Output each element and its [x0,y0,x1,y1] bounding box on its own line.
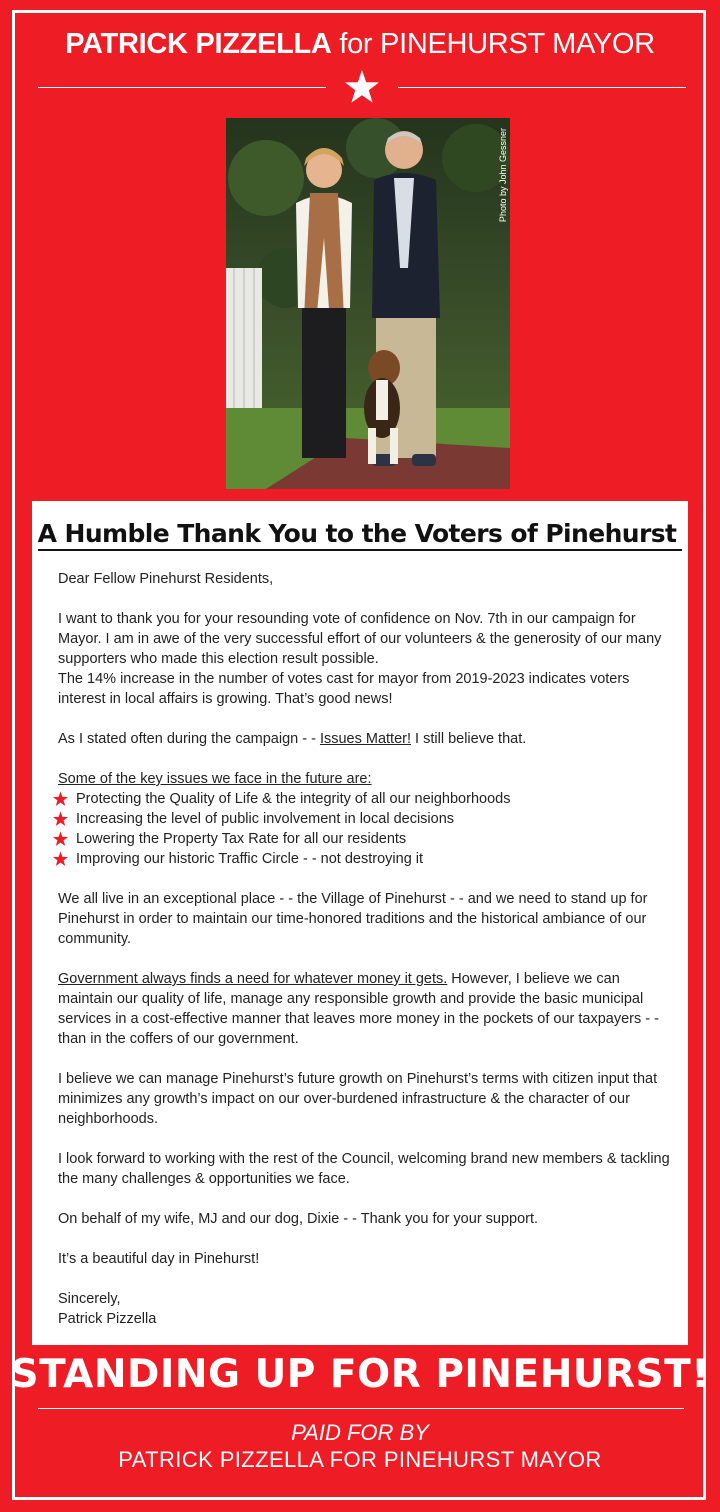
list-item [58,789,670,809]
key-issues-heading: Some of the key issues we face in the future are: [58,771,372,787]
list-item [58,809,670,829]
thank-you-letter [32,501,688,1345]
issues-lead: As I stated often during the campaign - - [58,731,320,747]
campaign-title [0,28,720,61]
greeting: Dear Fellow Pinehurst Residents, [58,571,274,587]
paid-for-committee: PATRICK PIZZELLA FOR PINEHURST MAYOR [118,1447,602,1472]
paragraph-village: We all live in an exceptional place - - the Village of Pinehurst - - and we need to stand up for Pinehurst in order to maintain our time-honored traditions and the historical ambiance of our community. [58,891,648,947]
letter-body [58,569,670,1349]
government-rest: However, I believe we can maintain our quality of life, manage any responsible growth and provide the basic municipal services in a cost-effective manner that leaves more money in the pockets of our taxpayers - - than in the coffers of our government. [58,971,659,1047]
signature: Patrick Pizzella [58,1311,157,1327]
footer-divider [38,1408,684,1409]
paragraph-thanks-support: On behalf of my wife, MJ and our dog, Dixie - - Thank you for your support. [58,1211,539,1227]
paragraph-thanks-vote-a: I want to thank you for your resounding vote of confidence on Nov. 7th in our campaign for Mayor. I am in awe of the very successful effort of our volunteers & the generosity of our many supporters who made this election result possible. [58,611,662,667]
star-icon [344,69,380,105]
campaign-slogan: STANDING UP FOR PINEHURST! [10,1352,710,1397]
headline-text: A Humble Thank You to the Voters of Pinehurst [38,519,683,551]
divider-rule-left [38,87,326,88]
star-bullet-icon [52,791,69,807]
photo-credit: Photo by John Gessner [498,128,508,223]
paragraph-government [58,969,670,1049]
list-item [58,849,670,869]
issues-matter-text: Issues Matter! [319,731,412,747]
campaign-office: for PINEHURST MAYOR [339,28,655,60]
star-bullet-icon [52,851,69,867]
divider-rule-right [398,87,686,88]
paragraph-thanks-vote-b: The 14% increase in the number of votes cast for mayor from 2019-2023 indicates voters interest in local affairs is growing. That’s good news! [58,671,630,707]
closing: Sincerely, [58,1291,121,1307]
letter-headline [32,519,688,548]
header-divider [38,68,686,108]
photo-illustration [226,118,510,489]
paragraph-beautiful-day: It’s a beautiful day in Pinehurst! [58,1251,260,1267]
key-issues-list [58,789,670,869]
issue-text: Protecting the Quality of Life & the integrity of all our neighborhoods [76,791,511,807]
issue-text: Increasing the level of public involvement in local decisions [76,811,455,827]
star-bullet-icon [52,831,69,847]
signoff [58,1289,670,1329]
government-underlined: Government always finds a need for whatever money it gets. [58,971,448,987]
paragraph-growth: I believe we can manage Pinehurst’s future growth on Pinehurst’s terms with citizen input that minimizes any growth’s impact on our over-burdened infrastructure & the character of our neighborhoods. [58,1071,658,1127]
paragraph-thanks-vote [58,609,670,709]
candidate-family-photo [226,118,510,489]
paragraph-council: I look forward to working with the rest of the Council, welcoming brand new members & tackling the many challenges & opportunities we face. [58,1151,670,1187]
issue-text: Improving our historic Traffic Circle - - not destroying it [76,851,424,867]
candidate-name: PATRICK PIZZELLA [65,28,332,60]
issue-text: Lowering the Property Tax Rate for all our residents [76,831,407,847]
list-item [58,829,670,849]
issues-tail: I still believe that. [411,731,527,747]
paid-for-label: PAID FOR BY [291,1420,429,1445]
star-bullet-icon [52,811,69,827]
paragraph-issues-matter [58,729,670,749]
